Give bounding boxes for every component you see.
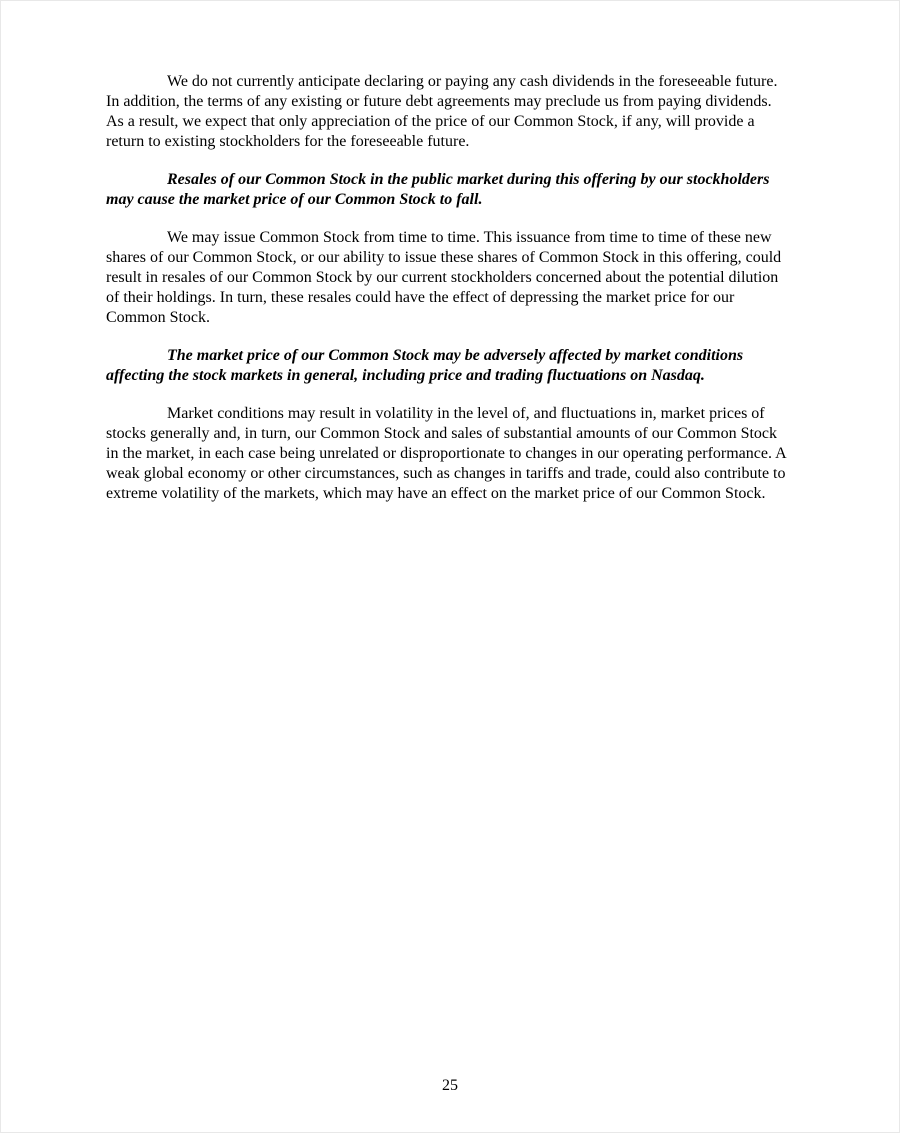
paragraph-market-conditions: Market conditions may result in volatility in the level of, and fluctuations in, market prices of stocks generally and, in turn, our Common Stock and sales of substantial amounts of our Common Stock in the market, in each case being unrelated or disproportionate to changes in our operating performance. A weak global economy or other circumstances, such as changes in tariffs and trade, could also contribute to extreme volatility of the markets, which may have an effect on the market price of our Common Stock. bbox=[106, 405, 786, 502]
document-body bbox=[106, 72, 792, 522]
risk-heading-market-conditions: The market price of our Common Stock may be adversely affected by market conditions affecting the stock markets in general, including price and trading fluctuations on Nasdaq. bbox=[106, 347, 744, 384]
risk-heading-resales: Resales of our Common Stock in the public market during this offering by our stockholders may cause the market price of our Common Stock to fall. bbox=[106, 171, 770, 208]
page-number: 25 bbox=[442, 1077, 458, 1094]
paragraph-resales: We may issue Common Stock from time to time. This issuance from time to time of these new shares of our Common Stock, or our ability to issue these shares of Common Stock in this offering, could result in resales of our Common Stock by our current stockholders concerned about the potential dilution of their holdings. In turn, these resales could have the effect of depressing the market price for our Common Stock. bbox=[106, 229, 782, 326]
paragraph-dividend-policy: We do not currently anticipate declaring or paying any cash dividends in the foreseeable future. In addition, the terms of any existing or future debt agreements may preclude us from paying dividends. As a result, we expect that only appreciation of the price of our Common Stock, if any, will provide a return to existing stockholders for the foreseeable future. bbox=[106, 73, 778, 150]
